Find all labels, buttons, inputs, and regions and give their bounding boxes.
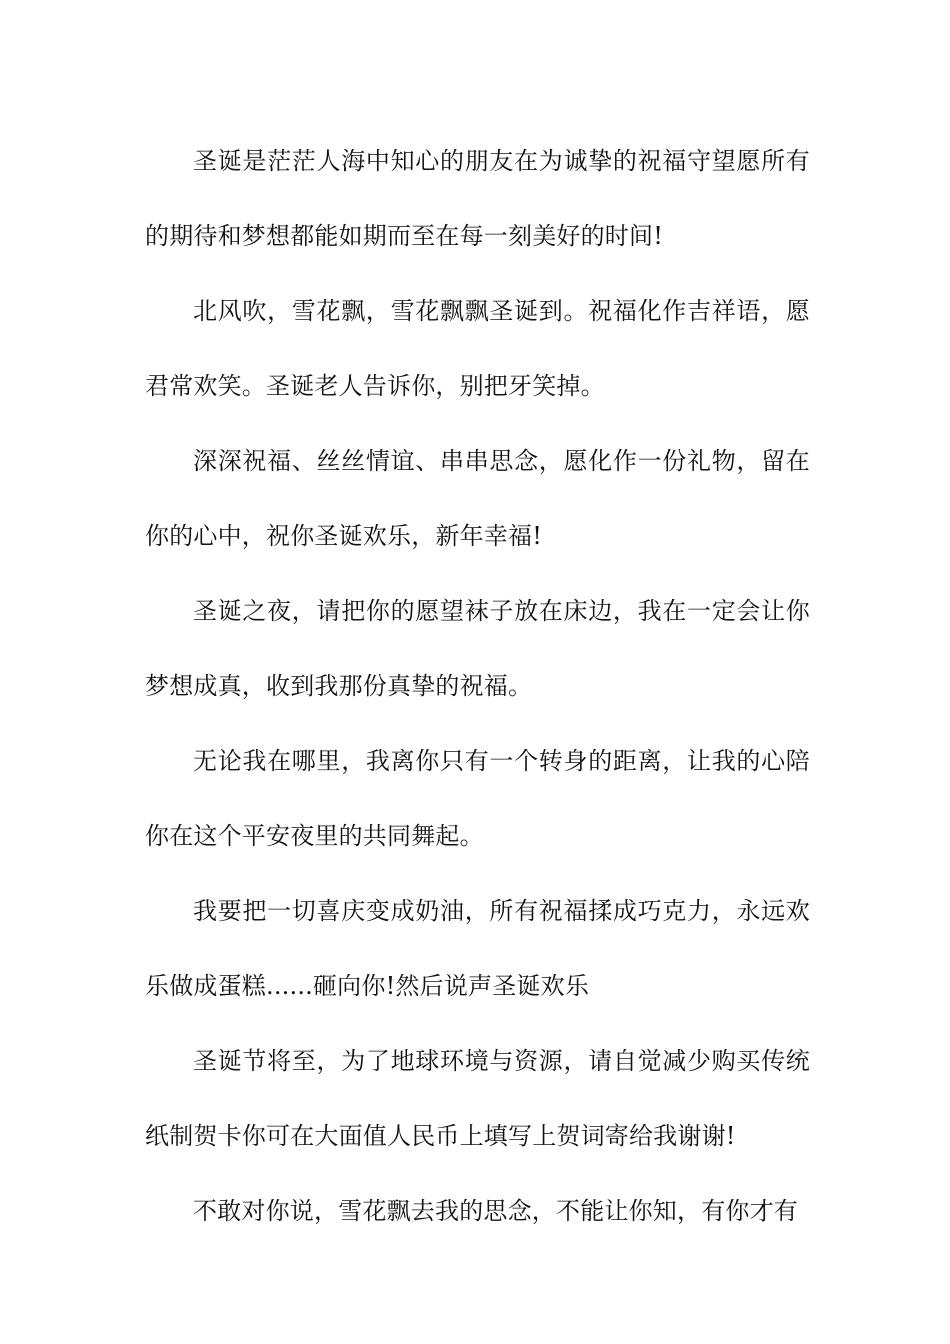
paragraph-6: 我要把一切喜庆变成奶油，所有祝福揉成巧克力，永远欢乐做成蛋糕......砸向你!然后说声圣诞欢乐	[145, 897, 810, 1000]
paragraph-2: 北风吹，雪花飘，雪花飘飘圣诞到。祝福化作吉祥语，愿君常欢笑。圣诞老人告诉你，别把牙笑掉。	[145, 297, 810, 400]
paragraph-8: 不敢对你说，雪花飘去我的思念，不能让你知，有你才有	[193, 1197, 798, 1225]
paragraph-7: 圣诞节将至，为了地球环境与资源，请自觉减少购买传统纸制贺卡你可在大面值人民币上填写上贺词寄给我谢谢!	[145, 1047, 810, 1150]
paragraph-4: 圣诞之夜，请把你的愿望袜子放在床边，我在一定会让你梦想成真，收到我那份真挚的祝福。	[145, 597, 810, 700]
paragraph-3: 深深祝福、丝丝情谊、串串思念，愿化作一份礼物，留在你的心中，祝你圣诞欢乐，新年幸福!	[145, 447, 810, 550]
paragraph-1: 圣诞是茫茫人海中知心的朋友在为诚挚的祝福守望愿所有的期待和梦想都能如期而至在每一刻美好的时间!	[145, 147, 810, 250]
document-body	[145, 124, 810, 1249]
paragraph-5: 无论我在哪里，我离你只有一个转身的距离，让我的心陪你在这个平安夜里的共同舞起。	[145, 747, 810, 850]
